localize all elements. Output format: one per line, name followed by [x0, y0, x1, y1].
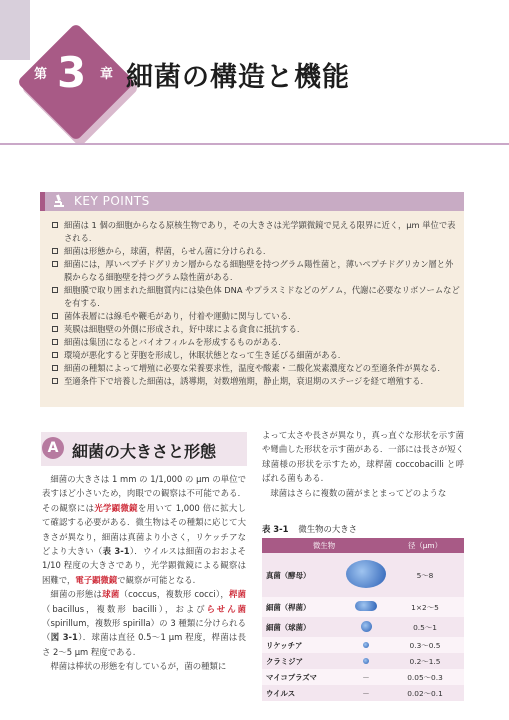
section-badge: A [42, 437, 64, 459]
table-row [262, 617, 464, 637]
key-points-accent [40, 192, 45, 211]
chapter-title: 細菌の構造と機能 [126, 62, 350, 93]
key-point-item: 菌体表層には線毛や鞭毛があり，付着や運動に関与している. [52, 310, 460, 323]
column-header: 微生物 [262, 538, 386, 553]
table-row [262, 685, 464, 701]
rod-bacterium-icon [346, 597, 386, 617]
paragraph [42, 587, 246, 659]
size-value: 1×2〜5 [386, 597, 464, 617]
table-label: 表 3-1 [262, 524, 289, 534]
size-value: 0.3〜0.5 [386, 637, 464, 653]
key-point-item: 細菌は形態から，球菌，桿菌，らせん菌に分けられる. [52, 245, 460, 258]
paragraph: よって太さや長さが異なり，真っ直ぐな形状を示す菌や彎曲した形状を示す菌がある．一部には長さが短く球菌様の形状を示すため，球桿菌 coccobacilli と呼ばれる菌もある. [262, 430, 464, 484]
organism-name: 細菌（桿菌） [262, 597, 346, 617]
microorganism-size-table [262, 538, 464, 701]
section-title: 細菌の大きさと形態 [72, 442, 217, 461]
paragraph: 桿菌は棒状の形態を有しているが，菌の種類に [50, 661, 227, 672]
right-column-text [262, 428, 464, 500]
keyword-highlight: 桿菌 [229, 589, 247, 600]
keyword-highlight: 電子顕微鏡 [75, 574, 118, 585]
text-run: 細菌の形態は [50, 589, 103, 600]
table-header-row [262, 538, 464, 553]
paragraph: 球菌はさらに複数の菌がまとまってどのような [270, 487, 447, 498]
chapter-number: 3 [57, 48, 87, 97]
text-run: で観察が可能となる. [117, 574, 196, 585]
figure-reference: 図 3-1 [50, 632, 78, 643]
text-run: 細菌の大きさは 1 mm の 1/1,000 の μm の単位で表すほど小さいため，肉眼での観察は不可能である．その観察には [42, 474, 246, 513]
organism-name: マイコプラズマ [262, 669, 346, 685]
table-row [262, 669, 464, 685]
left-column-text [42, 472, 246, 674]
size-value: 0.05〜0.3 [386, 669, 464, 685]
chlamydia-icon [346, 653, 386, 669]
table-caption-text: 微生物の大きさ [298, 524, 358, 534]
key-points-title: KEY POINTS [74, 194, 150, 208]
size-value: 5〜8 [386, 553, 464, 597]
table-row [262, 553, 464, 597]
text-run: を用いて 1,000 倍に拡大して確認する必要がある．微生物はその種類に応じて大きさが異なり，細菌は真菌より小さく，リケッチアなどより大きい（ [42, 502, 247, 557]
dash-placeholder: － [346, 669, 386, 685]
key-point-item: 細菌には，厚いペプチドグリカン層からなる細胞壁を持つグラム陽性菌と，薄いペプチドグリカン層と外膜からなる細胞壁を持つグラム陰性菌がある. [52, 258, 460, 284]
column-header: 径（μm） [386, 538, 464, 553]
paragraph [42, 472, 246, 587]
chapter-suffix: 章 [100, 67, 114, 82]
keyword-highlight: 球菌 [102, 589, 120, 600]
corner-decoration [0, 0, 30, 60]
organism-name: クラミジア [262, 653, 346, 669]
yeast-cell-icon [346, 553, 386, 597]
organism-name: 真菌（酵母） [262, 553, 346, 597]
key-point-item: 細菌は 1 個の細胞からなる原核生物であり，その大きさは光学顕微鏡で見える限界に近く，μm 単位で表される. [52, 219, 460, 245]
key-point-item: 細胞膜で取り囲まれた細胞質内には染色体 DNA やプラスミドなどのゲノム，代謝に必要なリボソームなどを有する. [52, 284, 460, 310]
text-run: （spirillum，複数形 spirilla）の 3 種類に分けられる（ [42, 618, 246, 643]
organism-name: リケッチア [262, 637, 346, 653]
coccus-icon [346, 617, 386, 637]
key-point-item: 細菌は集団になるとバイオフィルムを形成するものがある. [52, 336, 460, 349]
size-value: 0.02〜0.1 [386, 685, 464, 701]
table-row [262, 597, 464, 617]
text-run: （bacillus，複数形 bacilli），および [42, 603, 207, 614]
key-point-item: 環境が悪化すると芽胞を形成し，休眠状態となって生き延びる細菌がある. [52, 349, 460, 362]
table-row [262, 637, 464, 653]
organism-name: 細菌（球菌） [262, 617, 346, 637]
table-row [262, 653, 464, 669]
key-point-item: 細菌の種類によって増殖に必要な栄養要求性，温度や酸素・二酸化炭素濃度などの至適条件が異なる. [52, 362, 460, 375]
keyword-highlight: 光学顕微鏡 [94, 502, 138, 513]
key-point-item: 至適条件下で培養した細菌は，誘導期，対数増殖期，静止期，衰退期のステージを経て増殖する. [52, 375, 460, 388]
table-reference: 表 3-1 [102, 546, 130, 557]
keyword-highlight: らせん菌 [206, 603, 246, 614]
chapter-prefix: 第 [34, 67, 48, 82]
text-run: ）．球菌は直径 0.5〜1 μm 程度，桿菌は長さ 2〜5 μm 程度である. [42, 632, 247, 657]
text-run: （coccus，複数形 cocci）， [119, 589, 229, 600]
organism-name: ウイルス [262, 685, 346, 701]
key-point-item: 莢膜は細胞壁の外側に形成され，好中球による貪食に抵抗する. [52, 323, 460, 336]
header-divider [0, 143, 509, 145]
key-points-list [52, 219, 460, 388]
microscope-icon [52, 194, 66, 208]
dash-placeholder: － [346, 685, 386, 701]
table-caption [262, 523, 357, 535]
rickettsia-icon [346, 637, 386, 653]
size-value: 0.2〜1.5 [386, 653, 464, 669]
text-run: ）．ウイルスは細菌のおおよそ 1/10 程度の大きさであり，光学顕微鏡による観察は困難で， [42, 546, 247, 585]
size-value: 0.5〜1 [386, 617, 464, 637]
